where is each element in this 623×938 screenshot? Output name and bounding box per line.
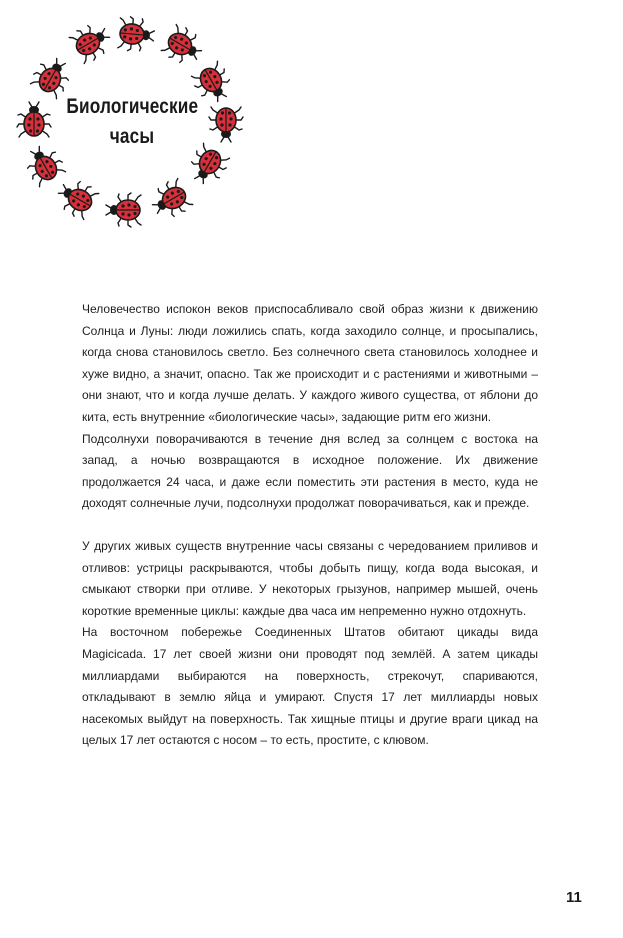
ladybug-icon xyxy=(68,18,115,65)
page-title xyxy=(66,92,197,152)
page-title-line-1: Биологические xyxy=(66,95,199,118)
ladybug-icon xyxy=(209,107,243,142)
ladybug-icon xyxy=(106,193,141,227)
page-title-line-2: часы xyxy=(109,125,155,148)
ladybug-icon xyxy=(160,23,207,70)
paragraph-2: Подсолнухи поворачиваются в течение дня вслед за солнцем с востока на запад, а ночью возвращаются в исходное положение. Их движение продолжается 24 часа, и даже если поместить эти растения в место, куда не доходят солнечные лучи, подсолнухи продолжат поворачиваться, как и прежде. xyxy=(82,431,538,511)
ladybug-icon xyxy=(20,140,67,187)
ladybug-icon xyxy=(52,174,99,221)
paragraph-4: На восточном побережье Соединенных Штатов обитают цикады вида Magicicada. 17 лет своей жизни они проводят под землёй. А затем цикады миллиардами выбираются на поверхность, стрекочут, спариваются, откладывают в землю яйца и умирают. Спустя 17 лет миллиарды новых насекомых выйдут на поверхность. Так хищные птицы и другие враги цикад на целых 17 лет остаются с носом – то есть, простите, с клювом. xyxy=(82,625,538,748)
paragraph-1: Человечество испокон веков приспосабливало свой образ жизни к движению Солнца и Луны: люди ложились спать, когда заходило солнце, и просыпались, когда снова становилось светло. Без солнечного света становилось холоднее и хуже видно, а значит, опасно. Так же происходит и с растениями и животными – они знают, что и когда лучше делать. У каждого живого существа, от яблони до кита, есть внутренние «биологические часы», задающие ритм его жизни. xyxy=(82,302,538,424)
ladybug-icon xyxy=(146,177,193,224)
ladybug-icon xyxy=(17,102,51,137)
ladybug-icon xyxy=(118,16,156,53)
article-body xyxy=(82,299,538,752)
page-number: 11 xyxy=(566,889,582,906)
title-wreath xyxy=(0,0,260,240)
paragraph-3: У других живых существ внутренние часы связаны с чередованием приливов и отливов: устрицы раскрываются, чтобы добыть пищу, когда вода высокая, и смыкают створки при отливе. У некоторых грызунов, например мышей, очень короткие временные циклы: каждые два часа им непременно нужно отдохнуть. xyxy=(82,538,538,618)
